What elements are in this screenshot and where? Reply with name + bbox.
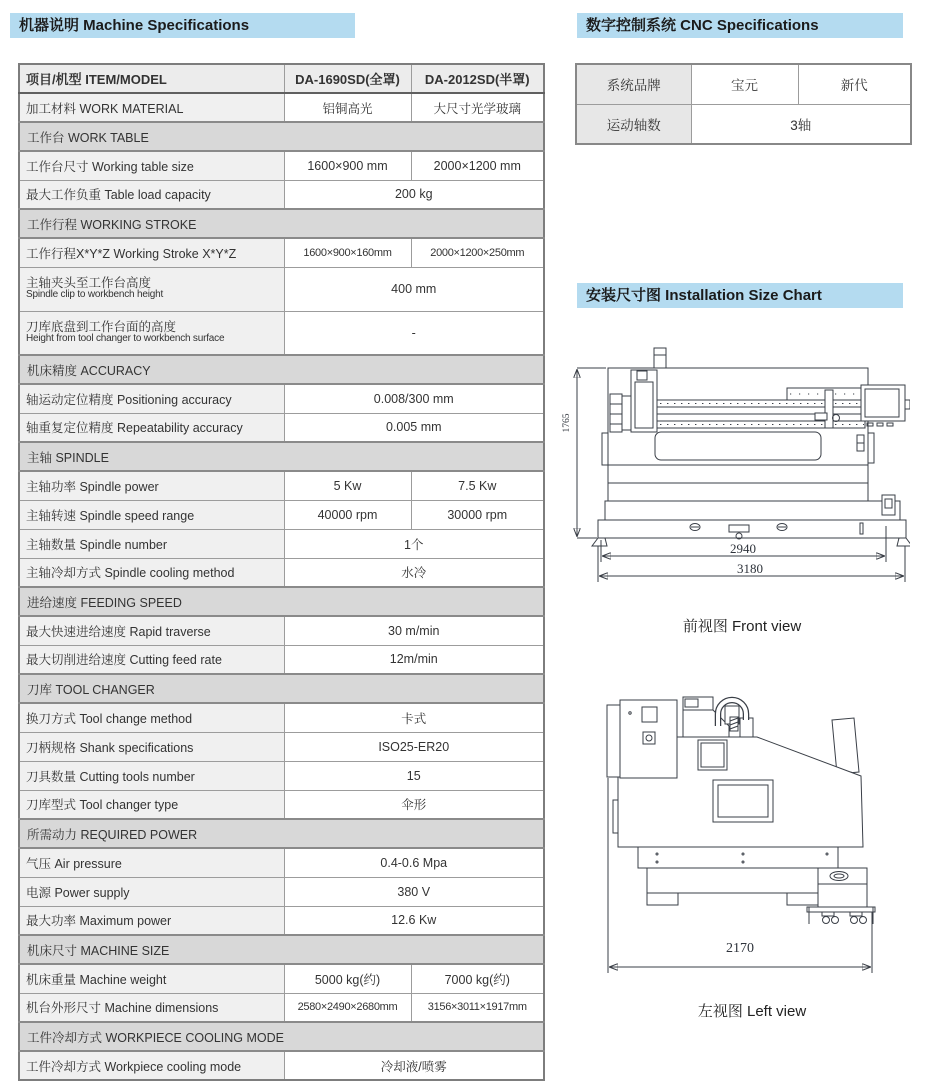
spec-value-cell: 12.6 Kw [284, 906, 544, 935]
spec-row [19, 180, 544, 209]
spec-label-cell: 工作台尺寸 Working table size [19, 151, 284, 180]
spec-section-row [19, 935, 544, 964]
spec-section-label: 工作行程 WORKING STROKE [19, 209, 544, 238]
spec-label-cell: 主轴数量 Spindle number [19, 529, 284, 558]
cnc-specs-title-banner [577, 13, 903, 38]
installation-title-banner [577, 283, 903, 308]
front-height-dim-label: 1765 [562, 413, 572, 433]
spec-row [19, 267, 544, 311]
spec-row [19, 761, 544, 790]
spec-value-cell: 0.4-0.6 Mpa [284, 848, 544, 877]
spec-label-cell: 气压 Air pressure [19, 848, 284, 877]
spec-label-cell: 机床重量 Machine weight [19, 964, 284, 993]
spec-value-cell: 7.5 Kw [411, 471, 544, 500]
spec-label-cell: 最大切削进给速度 Cutting feed rate [19, 645, 284, 674]
spec-row [19, 616, 544, 645]
spec-section-label: 工件冷却方式 WORKPIECE COOLING MODE [19, 1022, 544, 1051]
spec-row [19, 500, 544, 529]
spec-value-cell: 伞形 [284, 790, 544, 819]
spec-value-cell: - [284, 311, 544, 355]
spec-section-row [19, 1022, 544, 1051]
spec-section-row [19, 674, 544, 703]
spec-value-cell: 0.005 mm [284, 413, 544, 442]
spec-value-cell: 2000×1200×250mm [411, 238, 544, 267]
spec-row [19, 790, 544, 819]
spec-section-row [19, 819, 544, 848]
spec-row [19, 471, 544, 500]
spec-section-label: 主轴 SPINDLE [19, 442, 544, 471]
spec-value-cell: 15 [284, 761, 544, 790]
cnc-value-cell: 3轴 [691, 104, 911, 144]
spec-label-zh: 主轴夹头至工作台高度 [26, 276, 152, 291]
spec-label-zh: 刀库底盘到工作台面的高度 [26, 319, 177, 334]
spec-value-cell: 400 mm [284, 267, 544, 311]
spec-value-cell: 5000 kg(约) [284, 964, 411, 993]
spec-value-cell: 大尺寸光学玻璃 [411, 93, 544, 122]
spec-label-cell: 刀库型式 Tool changer type [19, 790, 284, 819]
spec-value-cell: 12m/min [284, 645, 544, 674]
spec-section-label: 刀库 TOOL CHANGER [19, 674, 544, 703]
spec-value-cell: 2000×1200 mm [411, 151, 544, 180]
spec-row [19, 703, 544, 732]
spec-header-model-1: DA-1690SD(全罩) [284, 64, 411, 93]
spec-label-cell: 最大功率 Maximum power [19, 906, 284, 935]
spec-value-cell: 380 V [284, 877, 544, 906]
spec-section-row [19, 587, 544, 616]
spec-value-cell: 2580×2490×2680mm [284, 993, 411, 1022]
spec-value-cell: 冷却液/喷雾 [284, 1051, 544, 1080]
spec-label-cell: 工件冷却方式 Workpiece cooling mode [19, 1051, 284, 1080]
spec-value-cell: 卡式 [284, 703, 544, 732]
spec-value-cell: 铝铜高光 [284, 93, 411, 122]
spec-row [19, 848, 544, 877]
spec-value-cell: 1个 [284, 529, 544, 558]
spec-value-cell: 1600×900 mm [284, 151, 411, 180]
spec-section-row [19, 355, 544, 384]
spec-value-cell: 7000 kg(约) [411, 964, 544, 993]
machine-specs-title-banner [10, 13, 355, 38]
spec-header-model-2: DA-2012SD(半罩) [411, 64, 544, 93]
spec-section-label: 进给速度 FEEDING SPEED [19, 587, 544, 616]
spec-value-cell: 30 m/min [284, 616, 544, 645]
spec-value-cell: 3156×3011×1917mm [411, 993, 544, 1022]
cnc-label-cell: 系统品牌 [576, 64, 691, 104]
spec-row [19, 1051, 544, 1080]
spec-value-cell: 水冷 [284, 558, 544, 587]
spec-row [19, 413, 544, 442]
spec-header-item-model: 项目/机型 ITEM/MODEL [19, 64, 284, 93]
spec-label-cell: 轴运动定位精度 Positioning accuracy [19, 384, 284, 413]
spec-label-cell: 主轴功率 Spindle power [19, 471, 284, 500]
spec-value-cell: 0.008/300 mm [284, 384, 544, 413]
spec-row [19, 877, 544, 906]
left-width-dim-label: 2170 [726, 941, 754, 956]
spec-label-cell: 最大快速进给速度 Rapid traverse [19, 616, 284, 645]
cnc-label-cell: 运动轴数 [576, 104, 691, 144]
spec-row [19, 384, 544, 413]
cnc-row [576, 104, 911, 144]
spec-row [19, 93, 544, 122]
left-view-drawing [595, 668, 915, 980]
spec-row [19, 645, 544, 674]
spec-value-cell: ISO25-ER20 [284, 732, 544, 761]
spec-row [19, 529, 544, 558]
spec-label-cell: 主轴转速 Spindle speed range [19, 500, 284, 529]
spec-row [19, 238, 544, 267]
spec-row [19, 311, 544, 355]
machine-specs-title: 机器说明 Machine Specifications [19, 17, 250, 34]
spec-row [19, 964, 544, 993]
cnc-specs-title: 数字控制系统 CNC Specifications [586, 17, 819, 34]
spec-label-cell: 主轴冷却方式 Spindle cooling method [19, 558, 284, 587]
spec-row [19, 906, 544, 935]
spec-label-cell: 换刀方式 Tool change method [19, 703, 284, 732]
left-view-caption: 左视图 Left view [697, 1003, 807, 1020]
cnc-spec-table [575, 63, 912, 145]
machine-spec-table [18, 63, 545, 1081]
spec-label-cell: 工作行程X*Y*Z Working Stroke X*Y*Z [19, 238, 284, 267]
spec-label-cell [19, 267, 284, 311]
spec-value-cell: 40000 rpm [284, 500, 411, 529]
spec-row [19, 558, 544, 587]
installation-title: 安装尺寸图 Installation Size Chart [586, 287, 822, 304]
spec-value-cell: 1600×900×160mm [284, 238, 411, 267]
spec-value-cell: 200 kg [284, 180, 544, 209]
spec-section-label: 工作台 WORK TABLE [19, 122, 544, 151]
spec-label-cell [19, 311, 284, 355]
spec-label-cell: 轴重复定位精度 Repeatability accuracy [19, 413, 284, 442]
cnc-row [576, 64, 911, 104]
spec-value-cell: 30000 rpm [411, 500, 544, 529]
spec-label-cell: 加工材料 WORK MATERIAL [19, 93, 284, 122]
front-view-caption: 前视图 Front view [682, 618, 802, 635]
spec-label-cell: 最大工作负重 Table load capacity [19, 180, 284, 209]
spec-section-row [19, 122, 544, 151]
spec-label-cell: 刀柄规格 Shank specifications [19, 732, 284, 761]
spec-row [19, 151, 544, 180]
spec-section-label: 机床尺寸 MACHINE SIZE [19, 935, 544, 964]
spec-header-row [19, 64, 544, 93]
spec-row [19, 993, 544, 1022]
spec-label-cell: 刀具数量 Cutting tools number [19, 761, 284, 790]
spec-row [19, 732, 544, 761]
front-inner-width-dim-label: 2940 [730, 541, 756, 556]
front-outer-width-dim-label: 3180 [737, 561, 763, 576]
spec-section-row [19, 209, 544, 238]
spec-label-cell: 电源 Power supply [19, 877, 284, 906]
spec-section-label: 所需动力 REQUIRED POWER [19, 819, 544, 848]
spec-value-cell: 5 Kw [284, 471, 411, 500]
spec-label-cell: 机台外形尺寸 Machine dimensions [19, 993, 284, 1022]
spec-label-en: Height from tool changer to workbench surface [26, 333, 225, 345]
cnc-value-cell: 宝元 [691, 64, 798, 104]
spec-section-label: 机床精度 ACCURACY [19, 355, 544, 384]
cnc-value-cell: 新代 [798, 64, 911, 104]
spec-section-row [19, 442, 544, 471]
spec-label-en: Spindle clip to workbench height [26, 289, 164, 301]
